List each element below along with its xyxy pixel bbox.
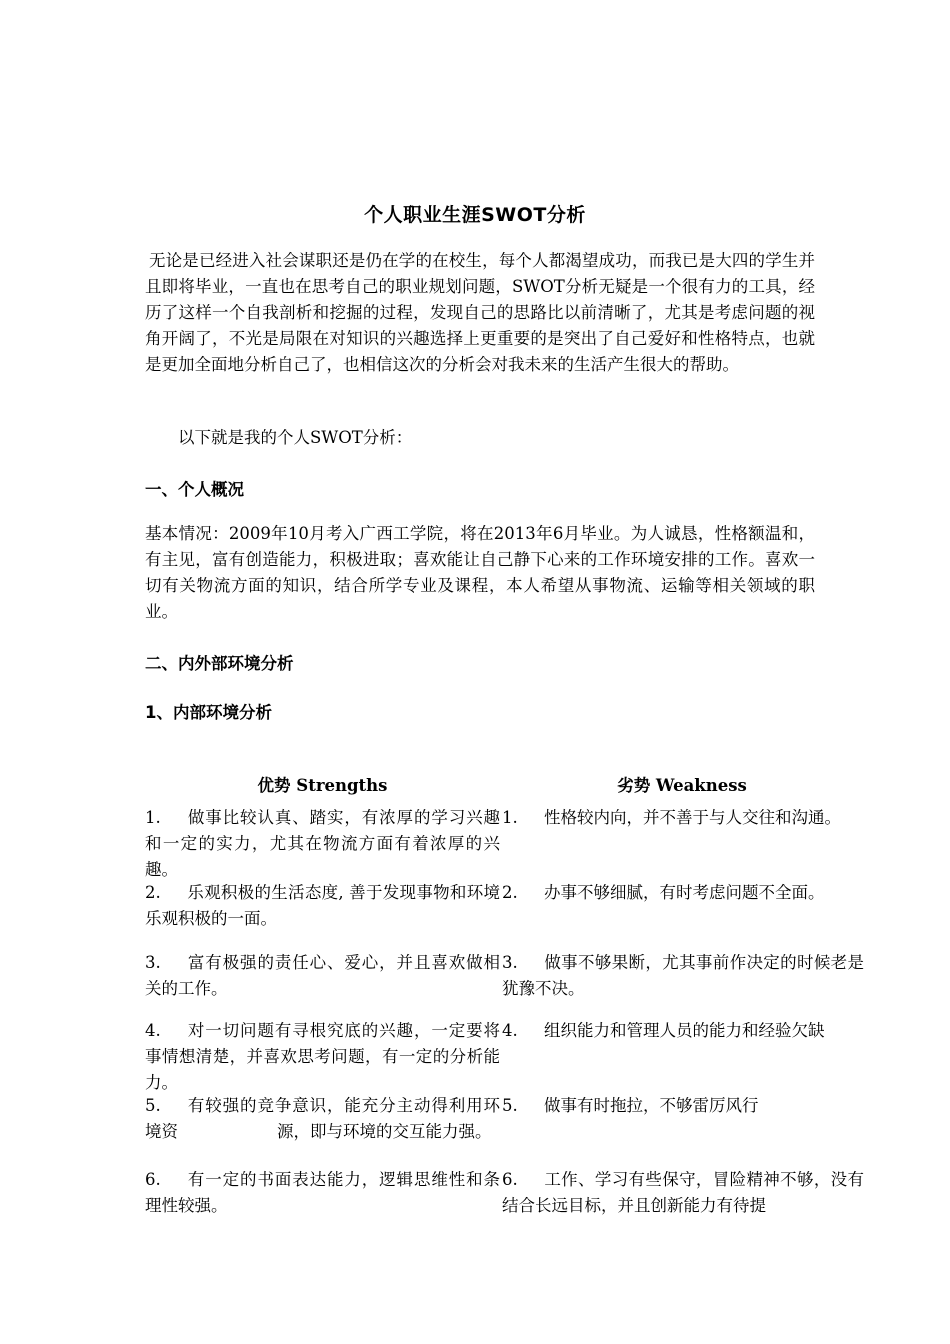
section-heading-environment: 二、内外部环境分析 <box>145 654 294 673</box>
weakness-item <box>502 950 864 1002</box>
strength-text: 对一切问题有寻根究底的兴趣，一定要将事情想清楚，并喜欢思考问题，有一定的分析能力。 <box>145 1021 500 1092</box>
strength-num: 4. <box>145 1021 161 1040</box>
weakness-text: 做事有时拖拉，不够雷厉风行 <box>544 1096 759 1115</box>
strength-num: 2. <box>145 883 161 902</box>
document-title: 个人职业生涯SWOT分析 <box>364 204 586 226</box>
weakness-text: 做事不够果断，尤其事前作决定的时候老是犹豫不决。 <box>502 953 864 998</box>
weakness-text: 组织能力和管理人员的能力和经验欠缺 <box>544 1021 825 1040</box>
weakness-num: 1. <box>502 808 518 827</box>
strengths-header: 优势 Strengths <box>257 776 388 795</box>
weakness-item <box>502 805 864 831</box>
weakness-item <box>502 1018 864 1044</box>
strength-text: 有较强的竞争意识，能充分主动得利用环境资 源，即与环境的交互能力强。 <box>145 1096 500 1141</box>
strength-item <box>145 1167 500 1219</box>
strength-text: 富有极强的责任心、爱心，并且喜欢做相关的工作。 <box>145 953 500 998</box>
subsection-heading-internal: 1、内部环境分析 <box>145 703 272 722</box>
weakness-text: 办事不够细腻，有时考虑问题不全面。 <box>544 883 825 902</box>
weakness-header: 劣势 Weakness <box>617 776 747 795</box>
strength-text: 做事比较认真、踏实，有浓厚的学习兴趣和一定的实力，尤其在物流方面有着浓厚的兴趣。 <box>145 808 500 879</box>
strength-text: 有一定的书面表达能力，逻辑思维性和条理性较强。 <box>145 1170 500 1215</box>
weakness-item <box>502 1167 864 1219</box>
weakness-text: 性格较内向，并不善于与人交往和沟通。 <box>544 808 841 827</box>
section-heading-overview: 一、个人概况 <box>145 480 244 499</box>
strength-num: 3. <box>145 953 161 972</box>
weakness-num: 6. <box>502 1170 518 1189</box>
weakness-item <box>502 880 864 906</box>
strength-num: 5. <box>145 1096 161 1115</box>
weakness-text: 工作、学习有些保守，冒险精神不够，没有结合长远目标，并且创新能力有待提 <box>502 1170 864 1215</box>
weakness-num: 2. <box>502 883 518 902</box>
strength-item <box>145 950 500 1002</box>
strength-item <box>145 880 500 932</box>
strength-text: 乐观积极的生活态度, 善于发现事物和环境乐观积极的一面。 <box>145 883 500 928</box>
intro-paragraph: 无论是已经进入社会谋职还是仍在学的在校生，每个人都渴望成功，而我已是大四的学生并且即将毕业，一直也在思考自己的职业规划问题，SWOT分析无疑是一个很有力的工具，经历了这样一个自我剖析和挖掘的过程，发现自己的思路比以前清晰了，尤其是考虑问题的视角开阔了，不光是局限在对知识的兴趣选择上更重要的是突出了自己爱好和性格特点，也就是更加全面地分析自己了，也相信这次的分析会对我未来的生活产生很大的帮助。 <box>145 251 815 374</box>
strength-item <box>145 805 500 883</box>
weakness-num: 4. <box>502 1021 518 1040</box>
strength-num: 6. <box>145 1170 161 1189</box>
weakness-item <box>502 1093 864 1119</box>
strength-item <box>145 1018 500 1096</box>
basic-info-paragraph: 基本情况：2009年10月考入广西工学院，将在2013年6月毕业。为人诚恳，性格额温和，有主见，富有创造能力，积极进取；喜欢能让自己静下心来的工作环境安排的工作。喜欢一切有关物流方面的知识，结合所学专业及课程，本人希望从事物流、运输等相关领域的职业。 <box>145 524 815 621</box>
strength-num: 1. <box>145 808 161 827</box>
weakness-num: 5. <box>502 1096 518 1115</box>
intro-line: 以下就是我的个人SWOT分析： <box>178 428 413 447</box>
strength-item <box>145 1093 500 1145</box>
weakness-num: 3. <box>502 953 518 972</box>
